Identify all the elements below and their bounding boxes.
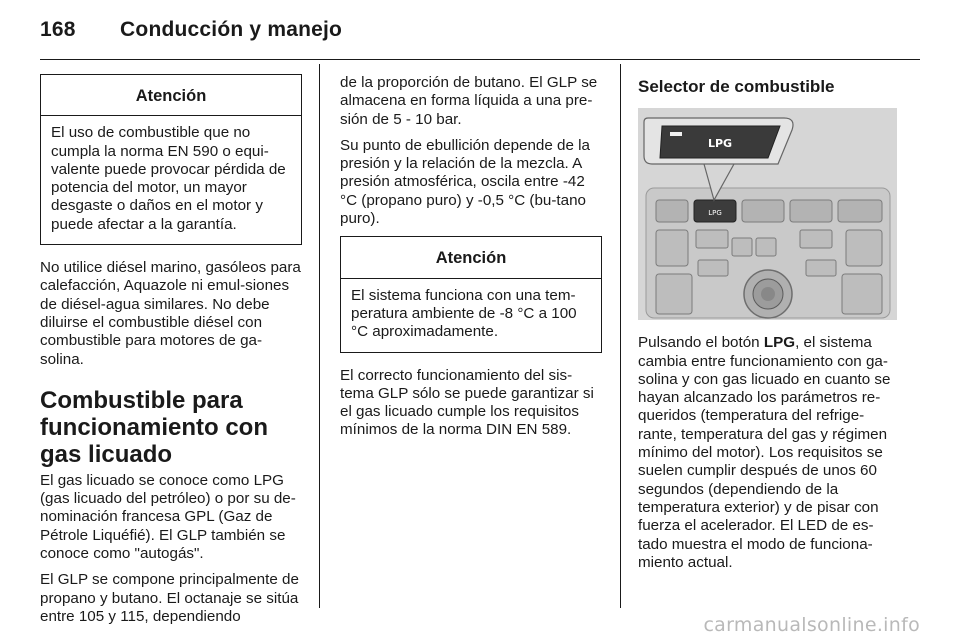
paragraph: El gas licuado se conoce como LPG (gas licuado del petróleo) o por su de-nominación francesa GPL (Gaz de Pétrole Liquéfié). El GLP también se conoce como "autogás". [40,471,296,563]
paragraph: No utilice diésel marino, gasóleos para calefacción, Aquazole ni emul-siones de diésel-agua similares. No debe diluirse el combustible diésel con combustible para motores de ga-solina. [40,259,301,368]
attention-text: El uso de combustible que no cumpla la norma EN 590 o equi-valente puede provocar pérdida de potencia del motor, un mayor desgaste o daños en el motor y puede afectar a la garantía. [51,124,286,233]
attention-title: Atención [41,75,301,116]
lpg-keyword: LPG [763,334,796,352]
paragraph [638,334,902,572]
column-divider-2 [620,64,621,608]
center-console-illustration [638,108,897,320]
section-title: Combustible para funcionamiento con gas licuado [40,386,268,468]
middle-column [340,74,602,448]
column-divider-1 [319,64,320,608]
section-title: Selector de combustible [638,77,835,96]
paragraph: Su punto de ebullición depende de la presión y la relación de la mezcla. A presión atmosférica, oscila entre -42 °C (propano puro) y -0,5 °C (bu-tano puro). [340,136,590,228]
lpg-button-small-label: LPG [708,209,722,218]
header-rule [40,59,920,60]
paragraph-prefix: Pulsando el botón [638,334,764,352]
lpg-button-label: LPG [707,137,733,151]
attention-box [40,74,302,245]
paragraph: El correcto funcionamiento del sis-tema GLP sólo se puede garantizar si el gas licuado cumple los requisitos mínimos de la norma DIN EN 589. [340,366,594,439]
attention-title: Atención [341,237,601,278]
left-column [40,74,302,634]
attention-text: El sistema funciona con una tem-peratura ambiente de -8 °C a 100 °C aproximadamente. [351,286,577,341]
attention-box [340,236,602,352]
page-number: 168 [40,18,76,41]
center-console-figure [638,108,897,320]
chapter-title: Conducción y manejo [120,18,343,41]
paragraph: El GLP se compone principalmente de propano y butano. El octanaje se sitúa entre 105 y 115, dependiendo [40,571,299,625]
right-column [638,74,902,580]
paragraph: de la proporción de butano. El GLP se almacena en forma líquida a una pre-sión de 5 - 10 bar. [340,74,598,128]
paragraph-rest: , el sistema cambia entre funcionamiento con ga-solina y con gas licuado en cuanto se hayan alcanzado los parámetros re-queridos (temperatura del refrige-rante, temperatura del gas y régimen mínimo del motor). Los requisitos se suelen cumplir después de unos 60 segundos (dependiendo de la temperatura exterior) y de pisar con fuerza el acelerador. El LED de es-tado muestra el modo de funciona-miento actual. [638,334,891,571]
page-header [40,18,342,42]
watermark: carmanualsonline.info [703,614,920,636]
